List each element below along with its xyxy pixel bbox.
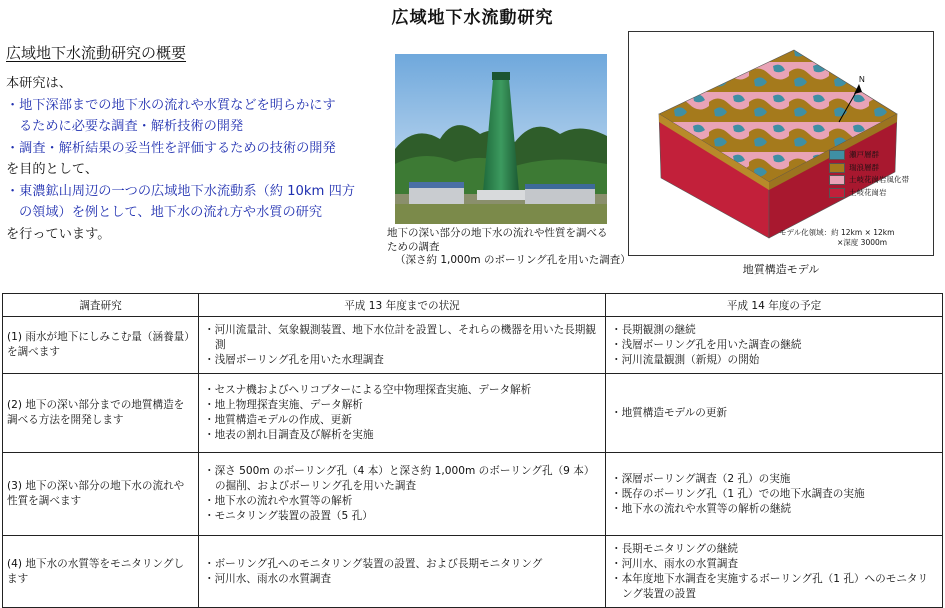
intro-bullet-3-cont: の領域）を例として、地下水の流れ方や水質の研究 <box>19 205 323 220</box>
model-legend <box>829 149 909 199</box>
research-topic-cell: (1) 雨水が地下にしみこむ量（涵養量）を調べます <box>3 317 199 374</box>
intro-bullet-3: ・東濃鉱山周辺の一つの広域地下水流動系（約 10km 四方 <box>6 183 355 199</box>
legend-swatch <box>829 163 845 173</box>
status-cell <box>199 536 606 608</box>
bullet-item: ・地下水の流れや水質等の解析 <box>204 495 353 507</box>
legend-swatch <box>829 150 845 160</box>
legend-label: 土岐花崗岩風化帯 <box>849 175 909 184</box>
bullet-item: ・河川流量観測（新規）の開始 <box>611 353 760 366</box>
bullet-item: ・河川流量計、気象観測装置、地下水位計を設置し、それらの機器を用いた長期観測 <box>204 323 596 351</box>
legend-item <box>829 187 909 200</box>
bullet-item: ・地上物理探査実施、データ解析 <box>204 399 363 411</box>
bullet-item: ・長期モニタリングの継続 <box>611 542 738 555</box>
column-header: 平成 14 年度の予定 <box>606 294 943 317</box>
model-caption: 地質構造モデル <box>742 263 820 276</box>
section-heading: 広域地下水流動研究の概要 <box>6 44 187 62</box>
status-cell <box>199 453 606 536</box>
model-note <box>779 228 894 248</box>
page-title: 広域地下水流動研究 <box>391 8 554 28</box>
research-topic-cell: (2) 地下の深い部分までの地質構造を調べる方法を開発します <box>3 374 199 453</box>
bullet-item: ・河川水、雨水の水質調査 <box>204 572 332 585</box>
bullet-item: ・浅層ボーリング孔を用いた水理調査 <box>204 353 384 366</box>
legend-item <box>829 174 909 187</box>
table-row <box>3 453 943 536</box>
north-arrow-icon <box>829 72 869 132</box>
bullet-item: ・地質構造モデルの更新 <box>611 406 728 419</box>
model-note-line: ×深度 3000m <box>837 238 888 247</box>
bullet-item: ・深層ボーリング調査（2 孔）の実施 <box>611 472 791 485</box>
table-row <box>3 374 943 453</box>
intro-text <box>6 73 386 245</box>
photo-caption-line: ための調査 <box>387 240 440 253</box>
intro-end: を行っています。 <box>6 226 111 242</box>
bullet-item: ・既存のボーリング孔（1 孔）での地下水調査の実施 <box>611 487 865 500</box>
bullet-item: ・本年度地下水調査を実施するボーリング孔（1 孔）へのモニタリング装置の設置 <box>611 572 929 600</box>
bullet-item: ・ボーリング孔へのモニタリング装置の設置、および長期モニタリング <box>204 557 543 570</box>
intro-bullet-1: ・地下深部までの地下水の流れや水質などを明らかにす <box>6 97 336 113</box>
legend-item <box>829 162 909 175</box>
table-header-row <box>3 294 943 317</box>
table-row <box>3 536 943 608</box>
borehole-photo <box>395 54 607 224</box>
bullet-item: ・深さ 500m のボーリング孔（4 本）と深さ約 1,000m のボーリング孔（9 本）の掘削、およびボーリング孔を用いた調査 <box>204 465 595 492</box>
bullet-item: ・河川水、雨水の水質調査 <box>611 557 739 570</box>
bullet-item: ・長期観測の継続 <box>611 323 696 336</box>
status-cell <box>199 374 606 453</box>
model-note-line: モデル化領域：約 12km × 12km <box>779 228 895 237</box>
legend-label: 瀬戸層群 <box>849 150 879 159</box>
research-topic-cell: (4) 地下水の水質等をモニタリングします <box>3 536 199 608</box>
plan-cell <box>606 453 943 536</box>
column-header: 調査研究 <box>3 294 199 317</box>
legend-swatch <box>829 175 845 185</box>
photo-caption-line: （深さ約 1,000m のボーリング孔を用いた調査） <box>395 254 631 266</box>
bullet-item: ・モニタリング装置の設置（5 孔） <box>204 510 373 522</box>
bullet-item: ・セスナ機およびヘリコプターによる空中物理探査実施、データ解析 <box>204 384 532 396</box>
photo-caption <box>387 227 631 268</box>
legend-label: 土岐花崗岩 <box>849 187 887 197</box>
north-label: N <box>859 75 865 84</box>
status-cell <box>199 317 606 374</box>
research-plan-table <box>2 293 943 608</box>
column-header: 平成 13 年度までの状況 <box>199 294 606 317</box>
legend-item <box>829 149 909 162</box>
table-row <box>3 317 943 374</box>
bullet-item: ・地表の割れ目調査及び解析を実施 <box>204 429 374 441</box>
intro-bullet-2: ・調査・解析結果の妥当性を評価するための技術の開発 <box>6 140 336 156</box>
plan-cell <box>606 317 943 374</box>
legend-label: 瑞浪層群 <box>849 162 879 172</box>
bullet-item: ・地質構造モデルの作成、更新 <box>204 414 352 426</box>
intro-purpose: を目的として、 <box>6 162 99 177</box>
legend-swatch <box>829 188 845 198</box>
plan-cell <box>606 374 943 453</box>
intro-line: 本研究は、 <box>6 76 72 91</box>
geology-model-figure <box>628 31 934 256</box>
bullet-item: ・浅層ボーリング孔を用いた調査の継続 <box>611 338 802 351</box>
photo-caption-line: 地下の深い部分の地下水の流れや性質を調べる <box>387 227 608 239</box>
bullet-item: ・地下水の流れや水質等の解析の継続 <box>611 502 792 515</box>
intro-bullet-1-cont: るために必要な調査・解析技術の開発 <box>19 119 244 134</box>
research-topic-cell: (3) 地下の深い部分の地下水の流れや性質を調べます <box>3 453 199 536</box>
plan-cell <box>606 536 943 608</box>
